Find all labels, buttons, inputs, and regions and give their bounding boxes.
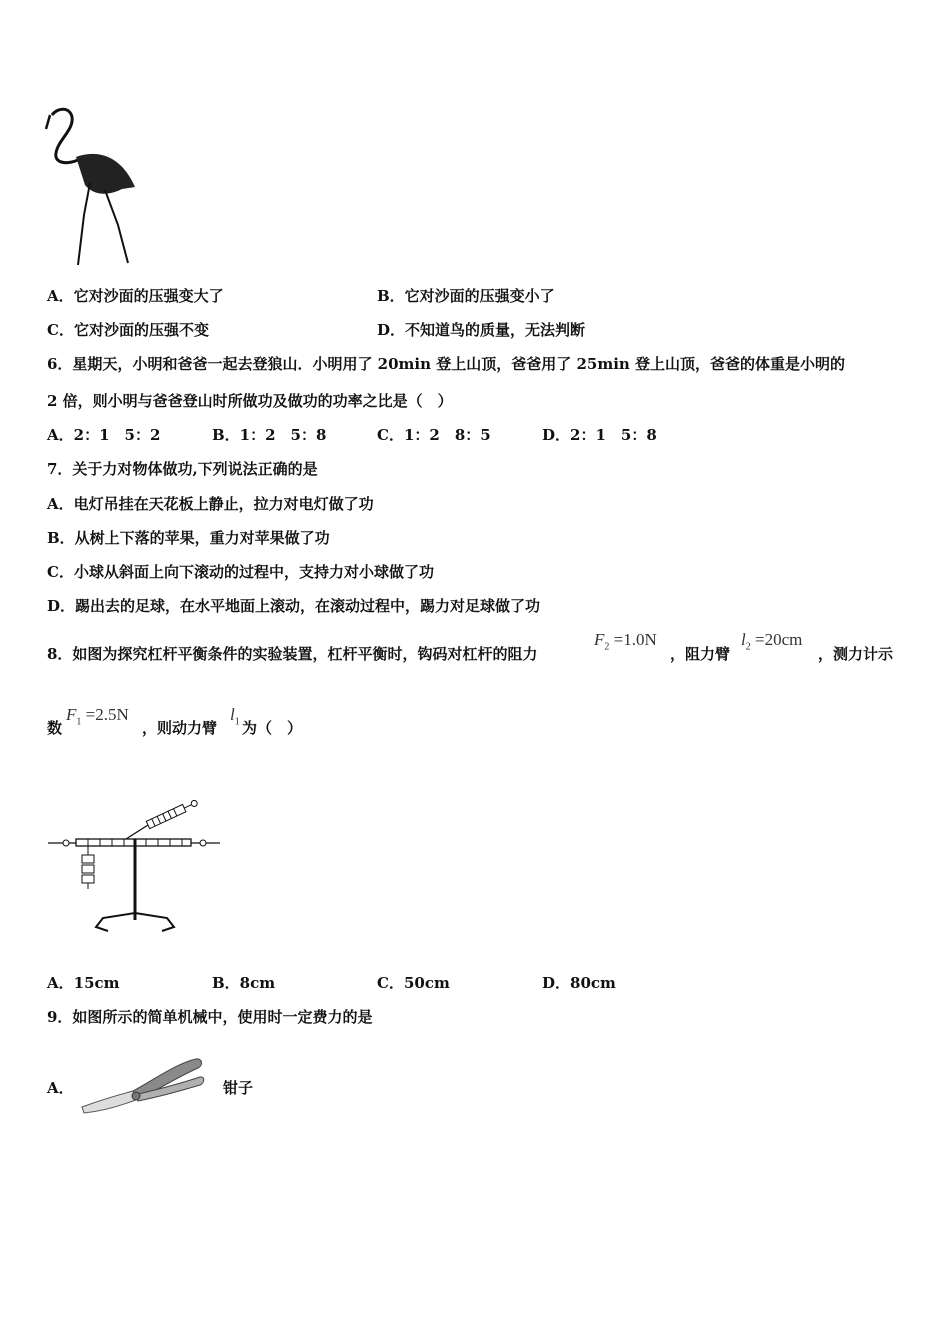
q6-option-a[interactable]: A．2：1 5：2: [47, 426, 161, 444]
q6-option-c[interactable]: C．1：2 8：5: [377, 426, 491, 444]
q8-stem-part6: 为（ ）: [242, 719, 303, 737]
q8-option-d[interactable]: D．80cm: [542, 974, 616, 992]
q7-option-a[interactable]: A．电灯吊挂在天花板上静止，拉力对电灯做了功: [47, 495, 374, 513]
pliers-icon: [78, 1055, 206, 1117]
q8-option-b[interactable]: B．8cm: [212, 974, 276, 992]
q8-math-l2: $l_2 =20cm$: [741, 630, 803, 653]
q5-option-b[interactable]: B．它对沙面的压强变小了: [377, 287, 555, 305]
q8-math-f1-value: =2.5N: [85, 705, 129, 724]
q8-math-f1: $F_1 =2.5N$: [66, 705, 129, 728]
q6-option-d[interactable]: D．2：1 5：8: [542, 426, 657, 444]
q9-stem: 9．如图所示的简单机械中，使用时一定费力的是: [47, 1008, 373, 1026]
q6-stem-line2: 2 倍，则小明与爸爸登山时所做功及做功的功率之比是（ ）: [47, 392, 453, 410]
q7-option-b[interactable]: B．从树上下落的苹果，重力对苹果做了功: [47, 529, 330, 547]
q8-stem-part4: 数: [47, 719, 63, 737]
q5-option-d[interactable]: D．不知道鸟的质量，无法判断: [377, 321, 586, 339]
q8-math-f2-value: =1.0N: [613, 630, 657, 649]
q8-stem-part1: 8．如图为探究杠杆平衡条件的实验装置，杠杆平衡时，钩码对杠杆的阻力: [47, 645, 538, 663]
q8-math-l2-value: =20cm: [754, 630, 803, 649]
q8-stem-part5: ，则动力臂: [142, 719, 218, 737]
q6-stem-line1: 6．星期天，小明和爸爸一起去登狼山．小明用了 20min 登上山顶，爸爸用了 25min 登上山顶，爸爸的体重是小明的: [47, 355, 846, 373]
q9-option-a-label[interactable]: A．: [47, 1079, 74, 1097]
q8-math-l1: $l_1$: [230, 705, 240, 728]
q5-option-a[interactable]: A．它对沙面的压强变大了: [47, 287, 224, 305]
q9-option-a-caption: 钳子: [223, 1079, 254, 1097]
q8-stem-part3: ，测力计示: [818, 645, 894, 663]
q7-option-d[interactable]: D．踢出去的足球，在水平地面上滚动，在滚动过程中，踢力对足球做了功: [47, 597, 541, 615]
q7-option-c[interactable]: C．小球从斜面上向下滚动的过程中，支持力对小球做了功: [47, 563, 434, 581]
q8-math-f2: $F_2 =1.0N$: [594, 630, 657, 653]
q6-option-b[interactable]: B．1：2 5：8: [212, 426, 327, 444]
q7-stem: 7．关于力对物体做功,下列说法正确的是: [47, 460, 318, 478]
q8-option-a[interactable]: A．15cm: [47, 974, 120, 992]
q8-option-c[interactable]: C．50cm: [377, 974, 450, 992]
q8-stem-part2: ，阻力臂: [670, 645, 731, 663]
flamingo-figure: [40, 105, 150, 270]
lever-apparatus-figure: [48, 795, 223, 940]
q5-option-c[interactable]: C．它对沙面的压强不变: [47, 321, 209, 339]
